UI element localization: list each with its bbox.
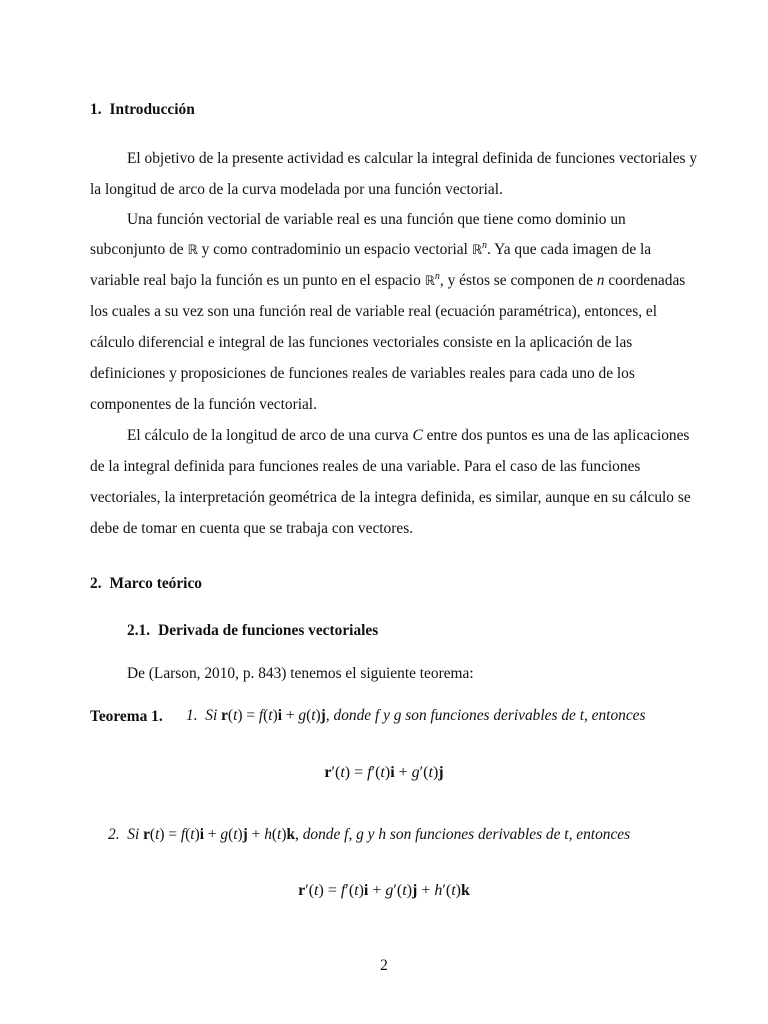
paragraph-line: la longitud de arco de la curva modelada por una función vectorial. — [90, 181, 503, 198]
paragraph-line: De (Larson, 2010, p. 843) tenemos el siguiente teorema: — [127, 665, 474, 682]
subsection-heading: 2.1. Derivada de funciones vectoriales — [127, 622, 379, 639]
reals-symbol: ℝ — [424, 274, 435, 289]
theorem-label: Teorema 1. — [90, 708, 163, 725]
page-number: 2 — [380, 957, 388, 974]
equation-derivative-3d: r′(t) = f′(t)i + g′(t)j + h′(t)k — [298, 882, 470, 899]
paragraph-line: variable real bajo la función es un punto en el espacio ℝ$^n$, y éstos se componen de n coordenadas — [90, 271, 686, 289]
paragraph-line: cálculo diferencial e integral de las funciones vectoriales consiste en la aplicación de las — [90, 334, 633, 351]
paragraph-line: vectoriales, la interpretación geométrica de la integra definida, es similar, aunque en su cálculo se — [90, 489, 691, 506]
theorem-item-1: 1. Si r(t) = f(t)i + g(t)j, donde f y g son funciones derivables de t, entonces — [186, 707, 646, 724]
reals-symbol: ℝ — [471, 243, 483, 258]
paragraph-line: los cuales a su vez son una función real de variable real (ecuación paramétrica), entonces, el — [90, 303, 658, 320]
paragraph-line: de la integral definida para funciones reales de una variable. Para el caso de las funciones — [90, 458, 641, 475]
paragraph-line: Una función vectorial de variable real es una función que tiene como dominio un — [127, 211, 626, 228]
section-heading-marco-teorico: 2. Marco teórico — [90, 575, 202, 592]
reals-symbol: ℝ — [187, 243, 198, 258]
paragraph-line: componentes de la función vectorial. — [90, 396, 317, 413]
section-heading-introduccion: 1. Introducción — [90, 101, 195, 118]
theorem-item-2: 2. Si r(t) = f(t)i + g(t)j + h(t)k, donde f, g y h son funciones derivables de t, entonces — [108, 826, 631, 843]
paragraph-line: El objetivo de la presente actividad es calcular la integral definida de funciones vectoriales y — [127, 150, 698, 167]
paragraph-line: subconjunto de ℝ y como contradominio un espacio vectorial ℝ$^n$. Ya que cada imagen de la — [90, 240, 652, 258]
equation-derivative-2d: r′(t) = f′(t)i + g′(t)j — [324, 764, 444, 781]
paragraph-line: definiciones y proposiciones de funciones reales de variables reales para cada uno de los — [90, 365, 635, 382]
paragraph-line: El cálculo de la longitud de arco de una curva C entre dos puntos es una de las aplicaciones — [127, 427, 690, 444]
paragraph-line: debe de tomar en cuenta que se trabaja con vectores. — [90, 520, 414, 537]
